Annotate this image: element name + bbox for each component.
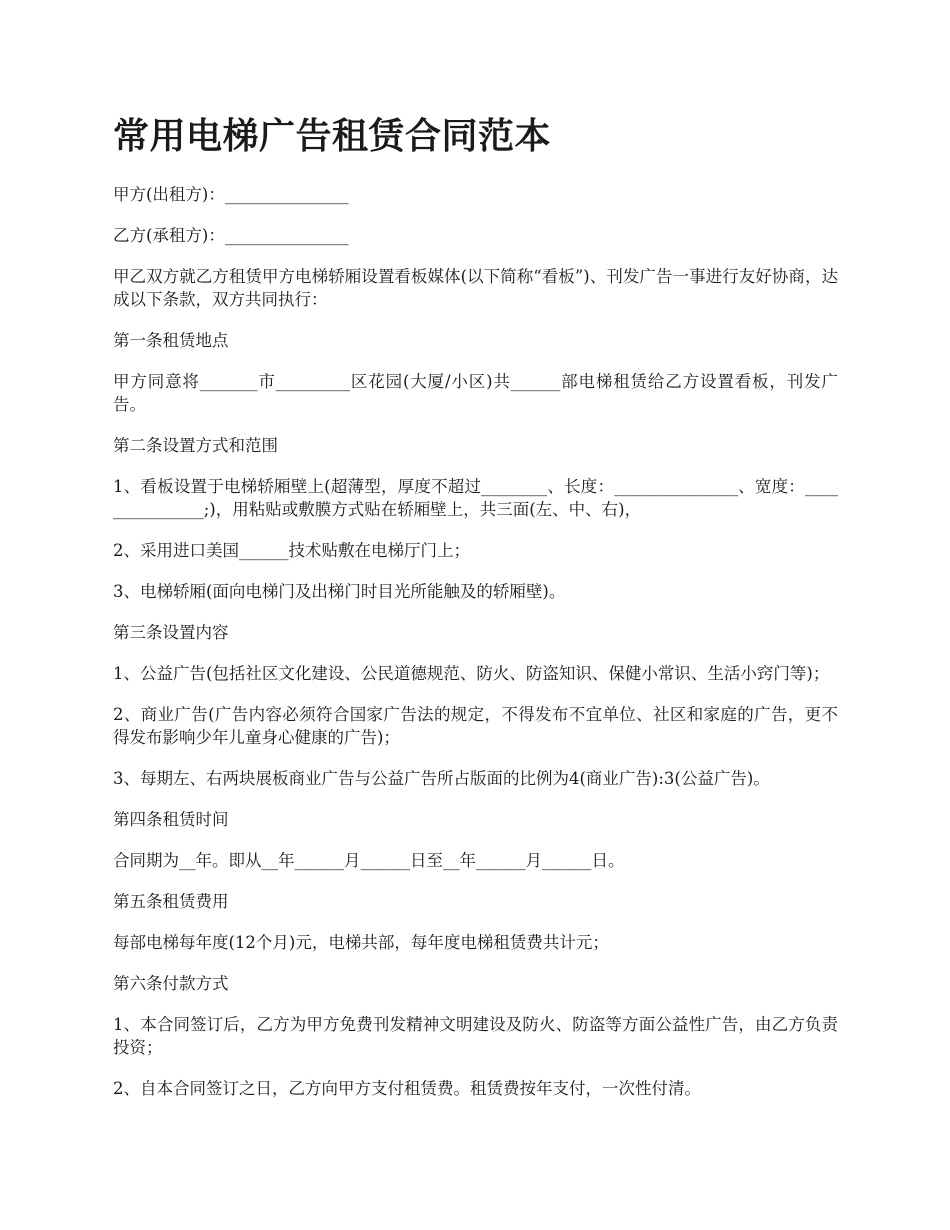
article-3-item-1: 1、公益广告(包括社区文化建设、公民道德规范、防火、防盗知识、保健小常识、生活小窍门等)； bbox=[113, 664, 830, 683]
document-title: 常用电梯广告租赁合同范本 bbox=[113, 116, 552, 157]
document-page bbox=[113, 112, 838, 1118]
article-1-heading: 第一条租赁地点 bbox=[113, 331, 229, 350]
preamble: 甲乙双方就乙方租赁甲方电梯轿厢设置看板媒体(以下简称“看板”)、刊发广告一事进行友好协商，达成以下条款，双方共同执行： bbox=[113, 267, 838, 309]
party-a-line: 甲方(出租方)：_______________ bbox=[113, 185, 349, 204]
article-1-body: 甲方同意将_______市_________区花园(大厦/小区)共______部电梯租赁给乙方设置看板，刊发广告。 bbox=[113, 372, 838, 414]
article-2-item-1: 1、看板设置于电梯轿厢壁上(超薄型，厚度不超过________、长度：_______________、宽度：_______________;)，用粘贴或敷膜方式贴在轿厢壁上，共三面(左、中、右)， bbox=[113, 477, 838, 519]
article-2-heading: 第二条设置方式和范围 bbox=[113, 436, 278, 455]
article-6-item-2: 2、自本合同签订之日，乙方向甲方支付租赁费。租赁费按年支付，一次性付清。 bbox=[113, 1079, 701, 1098]
article-5-body: 每部电梯每年度(12个月)元，电梯共部，每年度电梯租赁费共计元； bbox=[113, 933, 609, 952]
article-4-heading: 第四条租赁时间 bbox=[113, 810, 229, 829]
article-4-body: 合同期为__年。即从__年______月______日至__年______月______日。 bbox=[113, 851, 625, 870]
article-3-item-3: 3、每期左、右两块展板商业广告与公益广告所占版面的比例为4(商业广告):3(公益广告)。 bbox=[113, 769, 770, 788]
article-3-item-2: 2、商业广告(广告内容必须符合国家广告法的规定，不得发布不宜单位、社区和家庭的广告，更不得发布影响少年儿童身心健康的广告)； bbox=[113, 705, 838, 747]
article-2-item-2: 2、采用进口美国______技术贴敷在电梯厅门上； bbox=[113, 541, 470, 560]
article-3-heading: 第三条设置内容 bbox=[113, 623, 229, 642]
article-2-item-3: 3、电梯轿厢(面向电梯门及出梯门时目光所能触及的轿厢壁)。 bbox=[113, 582, 566, 601]
article-6-item-1: 1、本合同签订后，乙方为甲方免费刊发精神文明建设及防火、防盗等方面公益性广告，由乙方负责投资； bbox=[113, 1015, 838, 1057]
party-b-line: 乙方(承租方)：_______________ bbox=[113, 226, 349, 245]
article-6-heading: 第六条付款方式 bbox=[113, 974, 229, 993]
article-5-heading: 第五条租赁费用 bbox=[113, 892, 229, 911]
